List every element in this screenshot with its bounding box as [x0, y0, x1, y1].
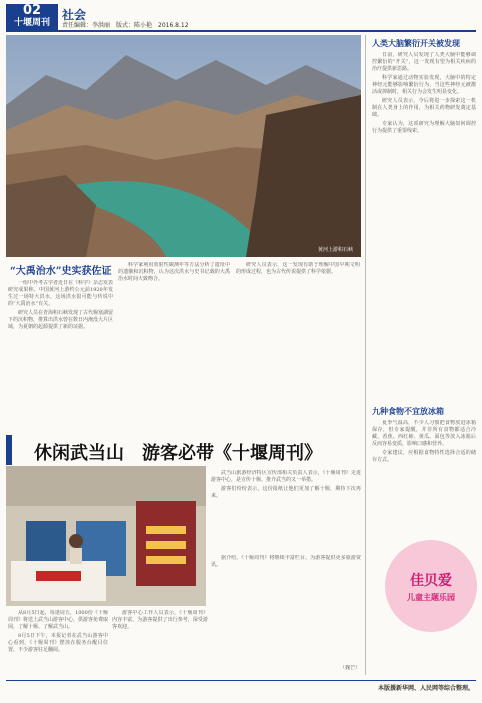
feature-para: 武当山旅游经济特区宣传部相关负责人表示，《十堰周刊》走进游客中心，是宣传十堰、推介武当的又一举措。	[211, 470, 361, 483]
feature-column2	[112, 610, 208, 675]
page-number: 02	[22, 3, 42, 18]
section-title: 社会	[62, 8, 87, 22]
article3-para: 专家建议，应根据食物特性选择合适的储存方式。	[372, 450, 476, 463]
feature-para: 游客们纷纷表示，这份报纸让他们更加了解十堰，期待下次再来。	[211, 486, 361, 499]
article3-headline: 九种食物不宜放冰箱	[372, 406, 444, 416]
page-footer	[6, 680, 476, 695]
feature-para: 据介绍，《十堰周刊》将继续丰富栏目，为游客提供更多旅游资讯。	[211, 555, 361, 568]
article1-column1	[8, 280, 113, 430]
article3-para: 夏季气温高，不少人习惯把食物放进冰箱保存，但专家提醒，并非所有食物都适合冷藏，香蕉、西红柿、黄瓜、面包等放入冰箱后反而容易变质，影响口感和营养。	[372, 420, 476, 447]
article1-para: 一组中外考古学者近日在《科学》杂志发表研究成果称，中国黄河上游约公元前1920年发生过一场特大洪水，这场洪水很可能与传说中的“大禹治水”有关。	[8, 280, 113, 307]
article1-column3	[236, 262, 360, 430]
article2-para: 科学家通过动物实验发现，大脑中的特定神经元能够影响繁衍行为，当这些神经元被激活或抑制时，相关行为会发生明显变化。	[372, 75, 476, 95]
article1-para: 科学家利用放射性碳测年等方法分析了遗址中的遗骸和沉积物，认为这次洪水与史书记载的大禹治水时间大致吻合。	[118, 262, 230, 282]
byline-text: （魏芒）	[339, 665, 360, 671]
paper-name: 十堰周刊	[13, 18, 50, 28]
feature-column1	[8, 610, 108, 675]
article1-para: 研究人员在青海积石峡发现了古代堰塞湖留下的沉积物，推算出洪水曾在数日内淹没大片区域，为夏朝的起源提供了新的证据。	[8, 310, 113, 330]
column-divider	[365, 35, 366, 675]
photo-caption: 黄河上游积石峡	[317, 247, 353, 253]
article2-para: 研究人员表示，今后将进一步探索这一机制在人类身上的作用，为相关药物研发奠定基础。	[372, 98, 476, 118]
article3-body	[372, 420, 476, 535]
kids-park-ad[interactable]	[385, 540, 477, 632]
photo-illustration	[6, 35, 361, 257]
feature-para: 游客中心工作人员表示，《十堰周刊》内容丰富，为游客提供了出行参考，深受游客欢迎。	[112, 610, 208, 630]
masthead	[6, 4, 476, 30]
banner-accent	[6, 435, 12, 465]
editor-credits: 责任编辑：李洪丽 版式：陈小艳 2016.8.12	[62, 22, 189, 29]
visitor-center-photo	[6, 466, 206, 606]
article2-body	[372, 52, 476, 402]
article2-para: 专家认为，这项研究为理解大脑如何调控行为提供了重要线索。	[372, 121, 476, 134]
feature-para: 8月5日下午，本报记者在武当山游客中心看到，《十堰周刊》摆放在服务台醒目位置，不少游客驻足翻阅。	[8, 633, 108, 653]
ad-title: 佳贝爱	[410, 573, 452, 589]
article2-para: 日前，研究人员发现了人类大脑中能够调控繁衍的“开关”，这一发现有望为相关疾病的治疗提供新思路。	[372, 52, 476, 72]
feature-headline: 休闲武当山 游客必带《十堰周刊》	[34, 443, 322, 464]
feature-column-top	[211, 470, 361, 550]
article1-headline: “大禹治水”史实获佐证	[10, 266, 112, 277]
visitor-center-illustration	[6, 466, 206, 606]
feature-banner	[6, 435, 362, 465]
feature-para: 从8月5日起，每逢周五，1000份《十堰周刊》将送上武当山游客中心，供游客免费取阅，了解十堰、了解武当山。	[8, 610, 108, 630]
header-rule	[6, 30, 476, 32]
feature-column3	[211, 555, 361, 665]
article1-para: 研究人员表示，这一发现有助于理解中国早期文明的形成过程，也为古代传说提供了科学依据。	[236, 262, 360, 275]
ad-subtitle: 儿童主题乐园	[407, 593, 455, 602]
landscape-photo	[6, 35, 361, 257]
feature-byline	[300, 665, 360, 675]
page-badge	[6, 4, 58, 30]
footer-source-note: 本版援新华网、人民网等综合整理。	[377, 685, 474, 692]
article1-column2	[118, 262, 230, 430]
article2-headline: 人类大脑繁衍开关被发现	[372, 38, 460, 48]
